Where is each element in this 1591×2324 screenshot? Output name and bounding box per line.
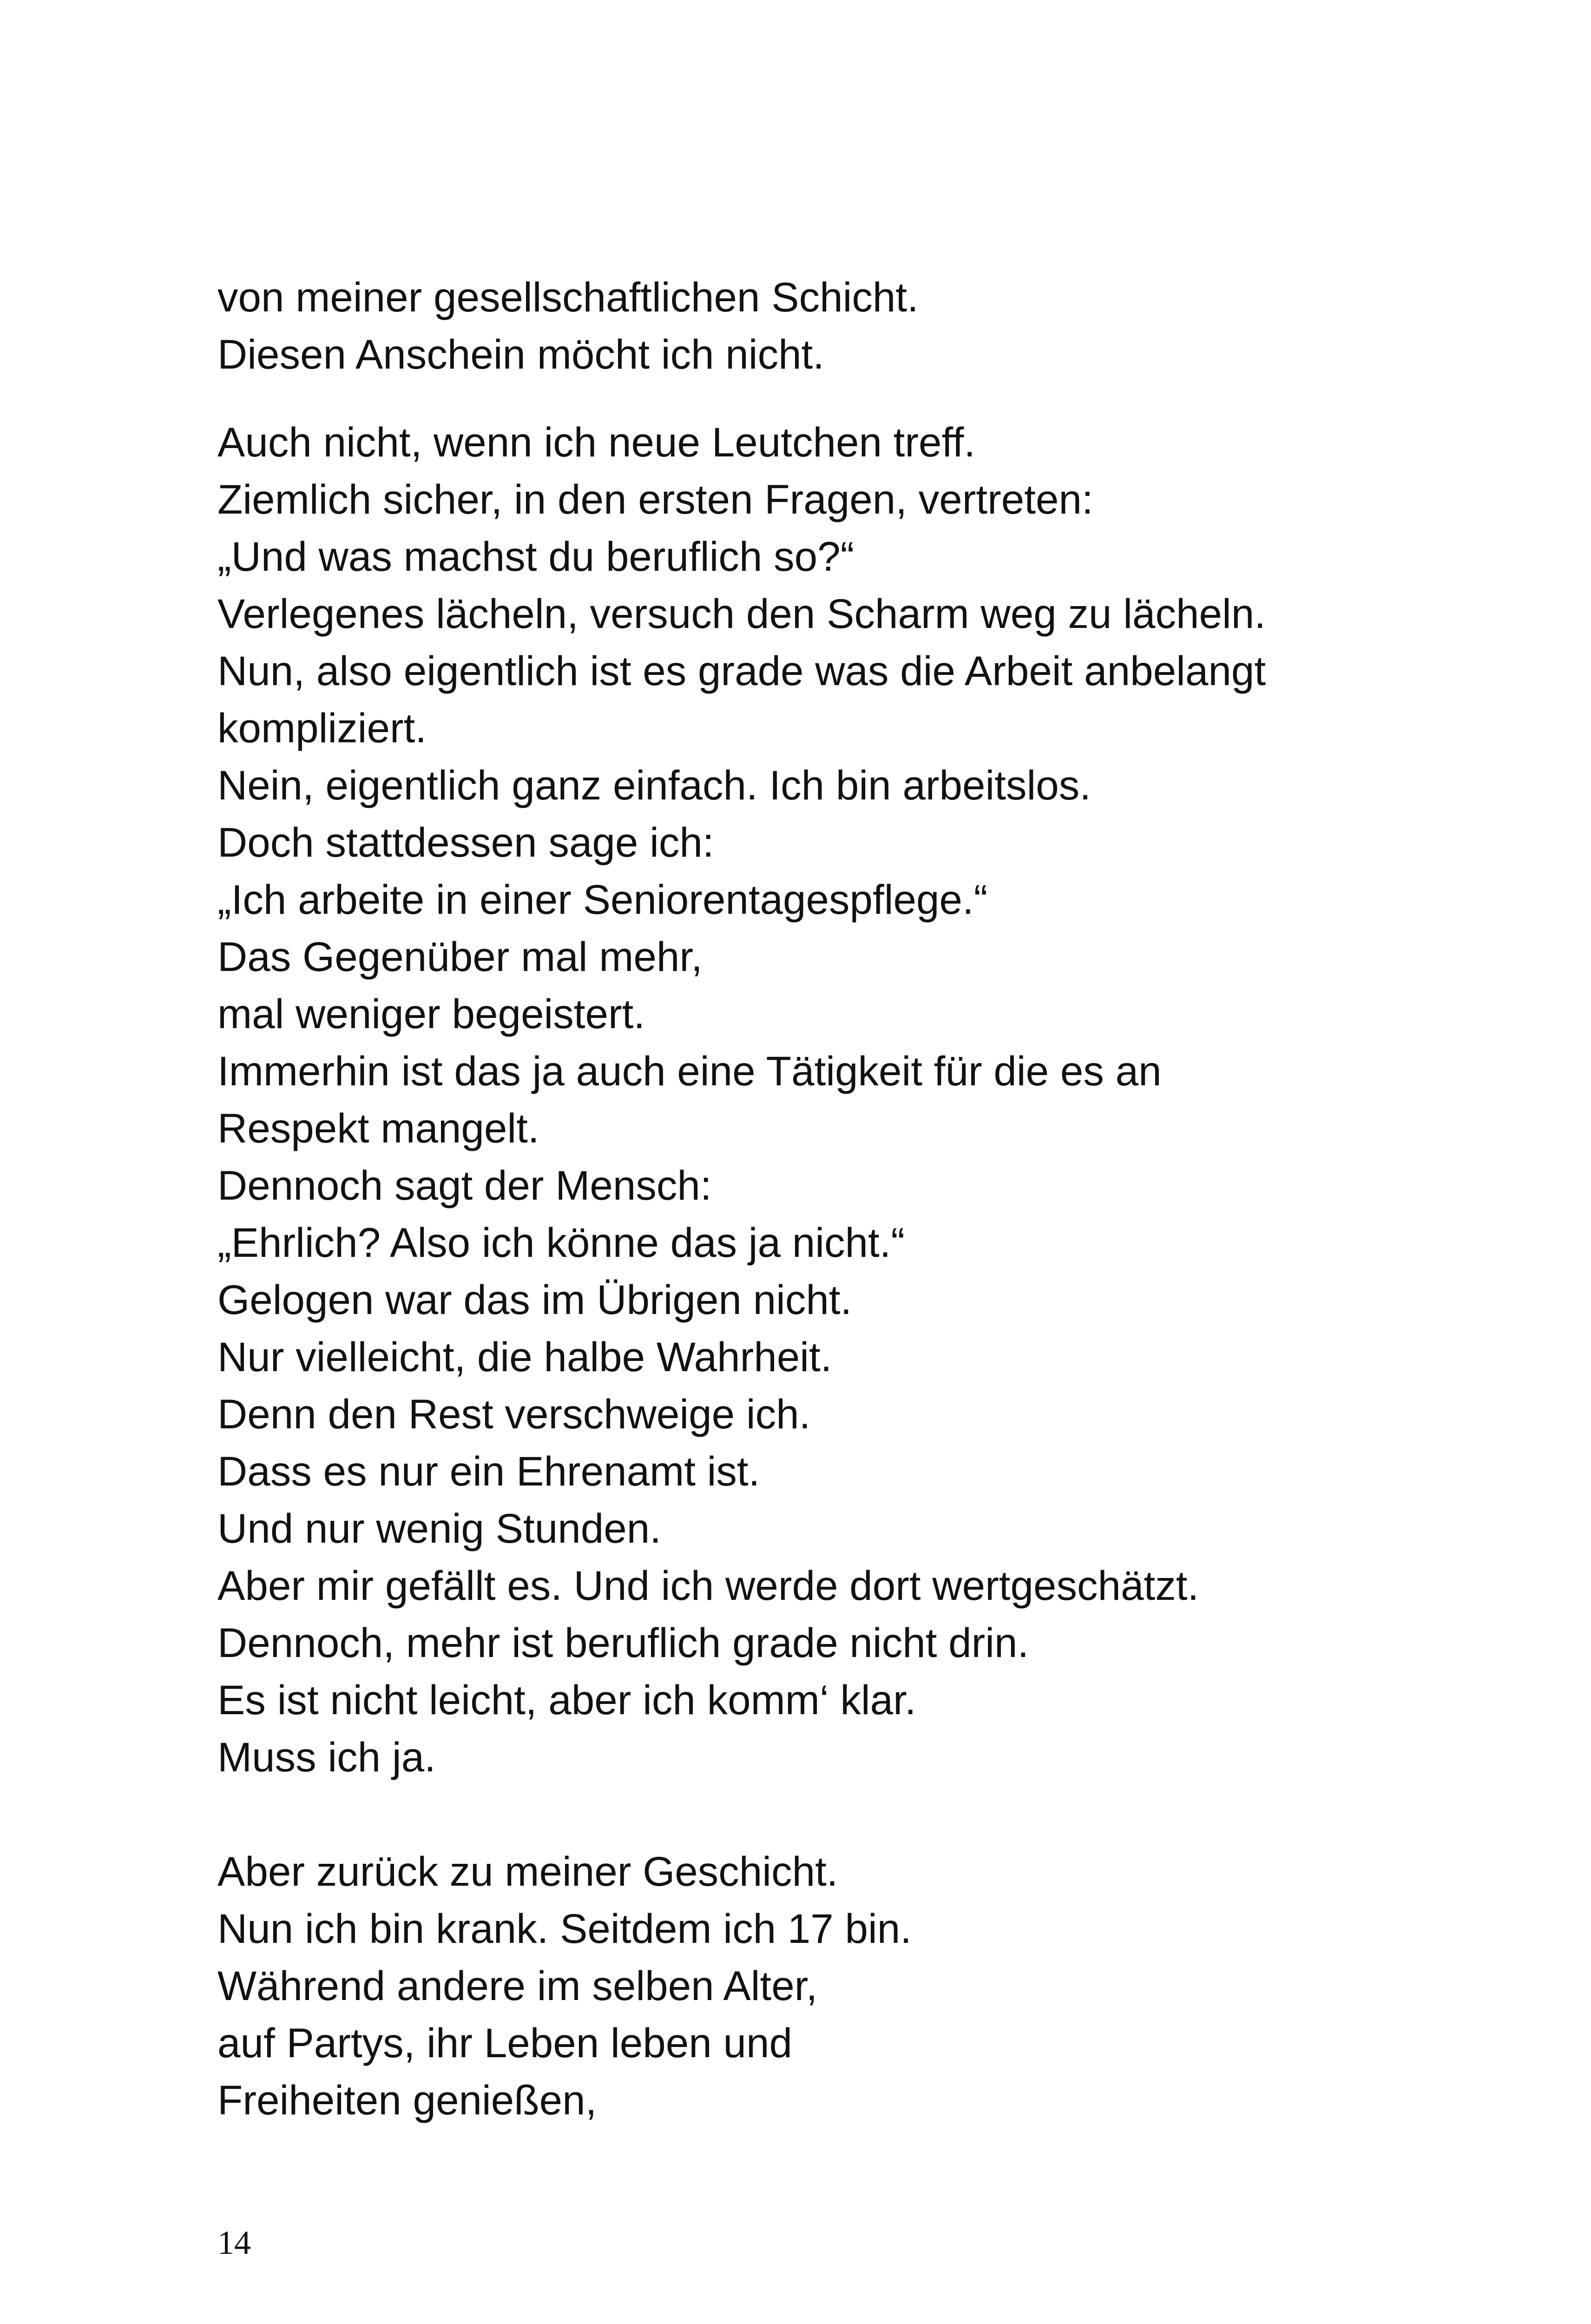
text-line: Immerhin ist das ja auch eine Tätigkeit für die es an xyxy=(217,1048,1162,1094)
text-line: „Ich arbeite in einer Seniorentagespflege.“ xyxy=(217,876,988,923)
text-line: Dennoch, mehr ist beruflich grade nicht drin. xyxy=(217,1619,1029,1666)
text-line: Respekt mangelt. xyxy=(217,1105,539,1151)
page-number: 14 xyxy=(217,2224,251,2261)
text-line: auf Partys, ihr Leben leben und xyxy=(217,2020,792,2066)
text-line: „Ehrlich? Also ich könne das ja nicht.“ xyxy=(217,1219,905,1266)
text-line: Doch stattdessen sage ich: xyxy=(217,819,714,865)
text-line: Nun, also eigentlich ist es grade was die Arbeit anbelangt xyxy=(217,647,1266,694)
text-line: Ziemlich sicher, in den ersten Fragen, vertreten: xyxy=(217,476,1093,522)
text-line: „Und was machst du beruflich so?“ xyxy=(217,533,855,580)
text-line: Während andere im selben Alter, xyxy=(217,1962,818,2009)
text-line: Freiheiten genießen, xyxy=(217,2077,597,2123)
text-line: Aber mir gefällt es. Und ich werde dort wertgeschätzt. xyxy=(217,1562,1199,1609)
stanza-3 xyxy=(217,1843,1472,2129)
text-line: Dennoch sagt der Mensch: xyxy=(217,1162,712,1208)
text-line: Auch nicht, wenn ich neue Leutchen treff. xyxy=(217,419,976,465)
text-line: Aber zurück zu meiner Geschicht. xyxy=(217,1848,838,1895)
text-line: Und nur wenig Stunden. xyxy=(217,1505,661,1552)
text-line: Nur vielleicht, die halbe Wahrheit. xyxy=(217,1334,832,1380)
text-line: Es ist nicht leicht, aber ich komm‘ klar. xyxy=(217,1677,916,1723)
text-line: Nun ich bin krank. Seitdem ich 17 bin. xyxy=(217,1905,912,1952)
stanza-2 xyxy=(217,414,1472,1786)
text-line: Diesen Anschein möcht ich nicht. xyxy=(217,331,825,377)
text-line: Gelogen war das im Übrigen nicht. xyxy=(217,1276,852,1323)
text-line: Dass es nur ein Ehrenamt ist. xyxy=(217,1448,760,1494)
text-line: kompliziert. xyxy=(217,705,427,751)
text-line: Verlegenes lächeln, versuch den Scharm weg zu lächeln. xyxy=(217,590,1266,637)
poem-text xyxy=(217,269,1472,2129)
text-line: mal weniger begeistert. xyxy=(217,990,645,1037)
text-line: Muss ich ja. xyxy=(217,1734,436,1780)
text-line: Denn den Rest verschweige ich. xyxy=(217,1391,811,1437)
text-line: von meiner gesellschaftlichen Schicht. xyxy=(217,274,919,320)
stanza-1 xyxy=(217,269,1472,383)
text-line: Nein, eigentlich ganz einfach. Ich bin arbeitslos. xyxy=(217,762,1091,808)
text-line: Das Gegenüber mal mehr, xyxy=(217,933,703,980)
